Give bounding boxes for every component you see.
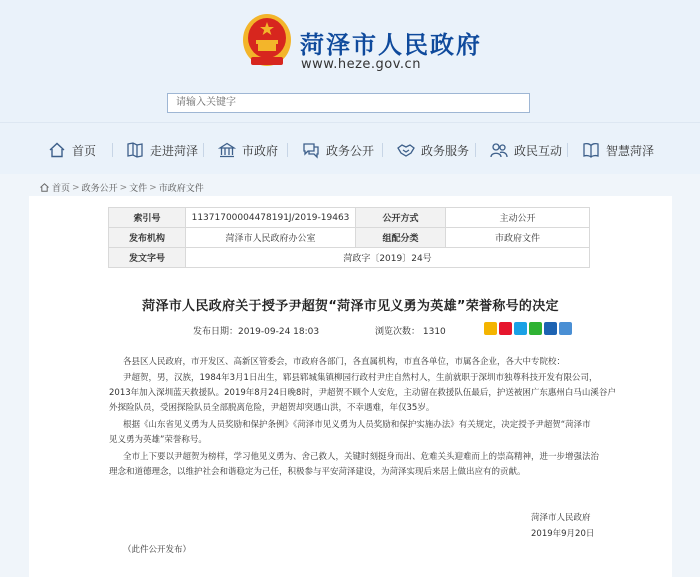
breadcrumb-separator: >: [149, 182, 157, 193]
main-nav: [0, 122, 700, 174]
nav-gov-interaction[interactable]: [490, 141, 562, 159]
document-title: 菏泽市人民政府关于授予尹超贺“菏泽市见义勇为英雄”荣誉称号的决定: [142, 299, 559, 314]
index-value: 11371700004478191J/2019-19463: [186, 208, 356, 228]
nav-city-government[interactable]: [218, 141, 278, 159]
more-share-icon[interactable]: [559, 322, 572, 335]
paragraph-line: 尹超贺，男，汉族，1984年3月1日出生，郓县郓城集镇柳园行政村尹庄自然村人，生前就职于深圳市独尊科技开发有限公司，: [123, 373, 598, 383]
site-url: www.heze.gov.cn: [301, 57, 421, 72]
breadcrumb-home[interactable]: 首页: [52, 184, 71, 194]
nav-divider: [382, 143, 383, 157]
issuer-value: 菏泽市人民政府办公室: [186, 228, 356, 248]
share-toolbar: [484, 322, 572, 335]
nav-label: 政务服务: [421, 143, 470, 158]
category-label: 组配分类: [356, 228, 446, 248]
qq-icon[interactable]: [514, 322, 527, 335]
paragraph-line: 2013年加入深圳蓝天救援队。2019年8月24日晚8时，尹超贺不顾个人安危，主动留在救援队伍最后，护送被困广东惠州白马山溪谷户: [109, 388, 616, 398]
paragraph-line: 各县区人民政府，市开发区、高新区管委会，市政府各部门，各直属机构，市直各单位，市属各企业，各大中专院校：: [123, 357, 566, 367]
publish-date: 发布日期：2019-09-24 18:03: [193, 327, 320, 337]
national-emblem-icon: [241, 12, 293, 70]
signature-date: 2019年9月20日: [531, 529, 595, 539]
breadcrumb-separator: >: [119, 182, 128, 193]
nav-divider: [203, 143, 204, 157]
docno-value: 菏政字〔2019〕24号: [186, 248, 590, 268]
breadcrumb: [40, 181, 204, 194]
publication-note: （此件公开发布）: [123, 545, 192, 555]
index-label: 索引号: [109, 208, 186, 228]
handshake-icon: [397, 141, 415, 159]
disclosure-value: 主动公开: [446, 208, 590, 228]
renren-icon[interactable]: [544, 322, 557, 335]
search-input[interactable]: 请输入关键字: [167, 93, 530, 113]
nav-divider: [567, 143, 568, 157]
breadcrumb-gov-disclosure[interactable]: 政务公开: [81, 184, 118, 194]
nav-label: 政民互动: [514, 143, 563, 158]
document-meta-table: [108, 207, 590, 268]
disclosure-label: 公开方式: [356, 208, 446, 228]
signature-org: 菏泽市人民政府: [531, 513, 591, 523]
weibo-icon[interactable]: [499, 322, 512, 335]
building-icon: [218, 141, 236, 159]
nav-divider: [112, 143, 113, 157]
nav-smart-heze[interactable]: [582, 141, 654, 159]
paragraph-line: 见义勇为英雄”荣誉称号。: [109, 435, 207, 445]
nav-divider: [287, 143, 288, 157]
nav-label: 走进菏泽: [150, 143, 199, 158]
site-header: [0, 0, 700, 122]
nav-label: 市政府: [242, 143, 279, 158]
docno-label: 发文字号: [109, 248, 186, 268]
book-icon: [582, 141, 600, 159]
chat-icon: [302, 141, 320, 159]
wechat-icon[interactable]: [529, 322, 542, 335]
breadcrumb-files[interactable]: 文件: [129, 184, 148, 194]
nav-label: 政务公开: [326, 143, 375, 158]
nav-label: 首页: [72, 143, 97, 158]
paragraph-line: 全市上下要以尹超贺为榜样，学习他见义勇为、舍己救人，关键时刻挺身而出、危难关头迎难而上的崇高精神，进一步增强法治: [123, 452, 600, 462]
nav-about-heze[interactable]: [126, 141, 198, 159]
issuer-label: 发布机构: [109, 228, 186, 248]
site-title: 菏泽市人民政府: [300, 31, 482, 59]
nav-label: 智慧菏泽: [606, 143, 655, 158]
nav-gov-disclosure[interactable]: [302, 141, 374, 159]
breadcrumb-city-gov-files[interactable]: 市政府文件: [158, 184, 204, 194]
home-icon: [40, 183, 49, 192]
paragraph-line: 根据《山东省见义勇为人员奖励和保护条例》《菏泽市见义勇为人员奖励和保护实施办法》有关规定，决定授予尹超贺“菏泽市: [123, 420, 591, 430]
breadcrumb-separator: >: [72, 182, 80, 193]
qzone-icon[interactable]: [484, 322, 497, 335]
people-icon: [490, 141, 508, 159]
nav-home[interactable]: [48, 141, 96, 159]
map-book-icon: [126, 141, 144, 159]
category-value: 市政府文件: [446, 228, 590, 248]
view-count: 浏览次数： 1310: [375, 327, 446, 337]
nav-gov-service[interactable]: [397, 141, 469, 159]
nav-divider: [475, 143, 476, 157]
paragraph-line: 外探险队员，受困探险队员全部脱离危险，尹超贺却突遇山洪，不幸遇难，年仅35岁。: [109, 403, 435, 413]
home-icon: [48, 141, 66, 159]
paragraph-line: 理念和道德理念，以维护社会和谐稳定为己任，积极参与平安菏泽建设，为菏泽实现后来居上做出应有的贡献。: [109, 467, 526, 477]
